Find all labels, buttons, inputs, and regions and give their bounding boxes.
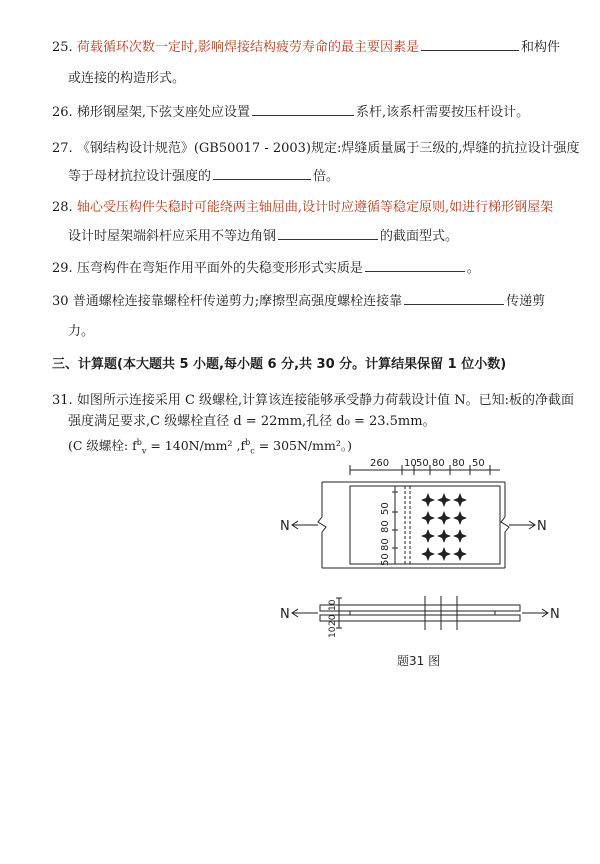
- question-text: 《钢结构设计规范》(GB50017 - 2003)规定:焊缝质量属于三级的,焊缝的抗拉设计强度: [76, 141, 580, 156]
- figure-caption: 题31 图: [397, 654, 441, 668]
- bolt: [453, 511, 467, 525]
- bolt: [421, 547, 435, 561]
- bolt: [437, 529, 451, 543]
- question-text: 普通螺栓连接靠螺栓杆传递剪力;摩擦型高强度螺栓连接靠: [72, 294, 403, 309]
- dim-top-3: 80: [432, 458, 445, 469]
- question-number: 25.: [52, 40, 73, 55]
- question-number: 29.: [52, 261, 73, 276]
- question-number: 26.: [52, 105, 73, 120]
- bolt: [437, 511, 451, 525]
- bolt: [453, 547, 467, 561]
- dim-top-4: 80: [452, 458, 465, 469]
- side-dim-top: 10: [328, 599, 338, 611]
- dim-side-1: 50: [380, 502, 391, 515]
- force-label-left: N: [280, 519, 290, 534]
- question-number: 27.: [52, 141, 73, 156]
- question-text: 压弯构件在弯矩作用平面外的失稳变形形式实质是: [76, 261, 363, 276]
- bolt: [437, 547, 451, 561]
- question-text-end: 系杆,该系杆需要按压杆设计。: [355, 105, 530, 120]
- force-arrow-left: [292, 521, 318, 529]
- force-arrow-right-elevation: [522, 609, 548, 617]
- force-arrow-right: [509, 521, 535, 529]
- bolt-shear-label: (C 级螺栓: f: [68, 438, 137, 454]
- question-text-end: 倍。: [313, 169, 340, 184]
- force-label-right: N: [537, 519, 547, 534]
- bolt: [453, 529, 467, 543]
- superscript: b: [136, 438, 142, 447]
- question-text: 荷载循环次数一定时,影响焊接结构疲劳寿命的最主要因素是: [76, 40, 419, 55]
- question-30-continuation: 力。: [68, 324, 95, 339]
- dim-top-2: 50: [416, 458, 429, 469]
- question-text: 轴心受压构件失稳时可能绕两主轴屈曲,设计时应遵循等稳定原则,如进行梯形钢屋架: [76, 200, 554, 215]
- section-heading: 三、计算题(本大题共 5 小题,每小题 6 分,共 30 分。计算结果保留 1 位小数): [52, 357, 507, 372]
- question-number: 28.: [52, 200, 73, 215]
- plan-view: [318, 482, 509, 568]
- force-label-left-elevation: N: [280, 607, 290, 622]
- question-text: 设计时屋架端斜杆应采用不等边角钢: [68, 229, 277, 244]
- superscript: b: [245, 438, 251, 447]
- bolt: [421, 511, 435, 525]
- question-text-end: 的截面型式。: [380, 229, 459, 244]
- question-text-end: 。: [466, 261, 480, 276]
- question-text-end: 传递剪: [506, 294, 546, 309]
- question-text: 如图所示连接采用 C 级螺栓,计算该连接能够承受静力荷载设计值 N。已知:板的净截面: [76, 393, 575, 408]
- dim-side-4: 50: [380, 553, 391, 566]
- question-text: 等于母材抗拉设计强度的: [68, 169, 212, 184]
- subscript: c: [250, 446, 255, 456]
- elevation-view: [320, 596, 520, 630]
- question-number: 31.: [52, 393, 73, 408]
- side-dim-bottom: 10: [328, 626, 338, 638]
- force-arrow-left-elevation: [292, 609, 318, 617]
- dim-top-5: 50: [472, 458, 485, 469]
- dim-top-1: 10: [404, 458, 417, 469]
- bolt-bearing-label: = 140N/mm² ,f: [146, 438, 246, 454]
- question-text-end: 和构件: [520, 40, 560, 55]
- values-end: = 305N/mm²。): [254, 438, 352, 454]
- dim-side-3: 80: [380, 538, 391, 551]
- bolt-group: [421, 493, 467, 561]
- force-label-right-elevation: N: [550, 607, 560, 622]
- dim-260: 260: [370, 458, 390, 469]
- bolt: [453, 493, 467, 507]
- question-31-line2: 强度满足要求,C 级螺栓直径 d = 22mm,孔径 d₀ = 23.5mm。: [68, 414, 436, 429]
- question-number: 30: [52, 294, 69, 309]
- dim-side-2: 80: [380, 520, 391, 533]
- bolt: [437, 493, 451, 507]
- bolt: [421, 493, 435, 507]
- side-dim-mid: 20: [328, 614, 338, 626]
- bolt: [421, 529, 435, 543]
- question-text: 梯形钢屋架,下弦支座处应设置: [76, 105, 250, 120]
- subscript: v: [141, 446, 147, 456]
- question-25-continuation: 或连接的构造形式。: [68, 71, 186, 86]
